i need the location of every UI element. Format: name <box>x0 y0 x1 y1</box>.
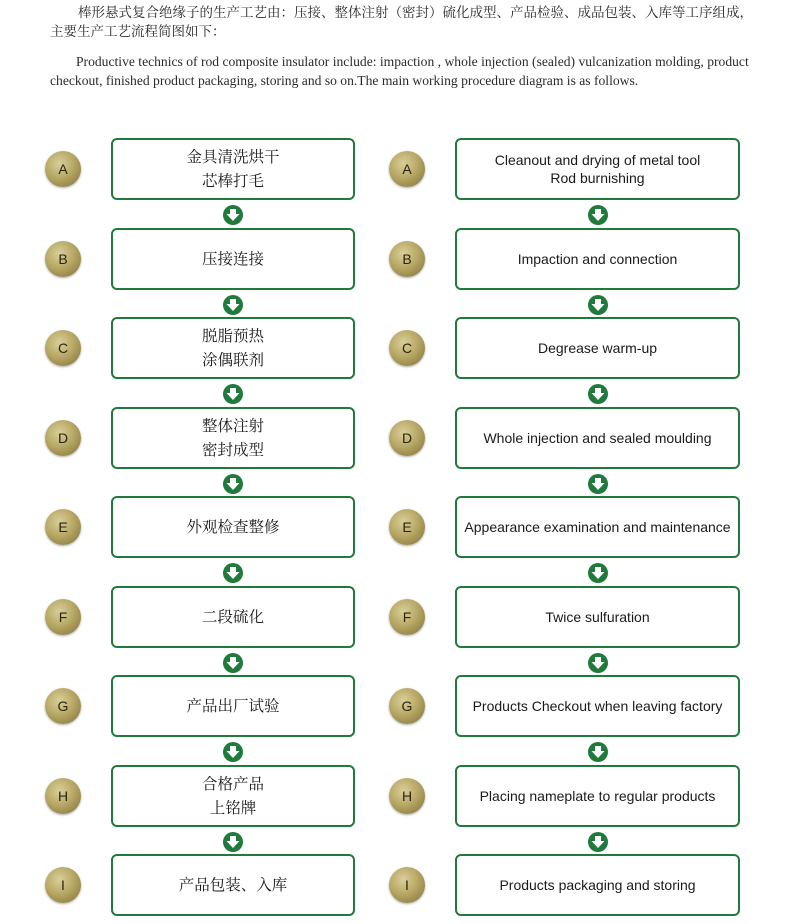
step-badge-i-right: I <box>389 867 425 903</box>
down-arrow-icon <box>222 831 244 853</box>
step-box-e-right <box>455 496 740 558</box>
step-box-h-right <box>455 765 740 827</box>
step-badge-f-left: F <box>45 599 81 635</box>
step-badge-f-right: F <box>389 599 425 635</box>
step-label-d-left: 整体注射 密封成型 <box>201 416 264 459</box>
step-label-f-right: Twice sulfuration <box>545 608 650 625</box>
down-arrow-icon <box>222 741 244 763</box>
step-label-e-right: Appearance examination and maintenance <box>464 519 731 535</box>
step-box-d-right <box>455 407 740 469</box>
step-badge-e-left: E <box>45 509 81 545</box>
step-badge-g-left: G <box>45 688 81 724</box>
down-arrow-icon <box>587 741 609 763</box>
step-badge-a-left: A <box>45 151 81 187</box>
step-badge-b-right: B <box>389 241 425 277</box>
down-arrow-icon <box>222 294 244 316</box>
step-label-b-left: 压接连接 <box>201 249 264 268</box>
step-box-h-left <box>111 765 355 827</box>
step-badge-h-right: H <box>389 778 425 814</box>
step-box-i-left <box>111 854 355 916</box>
step-box-c-left <box>111 317 355 379</box>
down-arrow-icon <box>587 204 609 226</box>
down-arrow-icon <box>222 383 244 405</box>
step-label-e-left: 外观检查整修 <box>186 518 280 536</box>
down-arrow-icon <box>587 831 609 853</box>
step-label-f-left: 二段硫化 <box>201 607 264 626</box>
intro-chinese: 棒形悬式复合绝缘子的生产工艺由：压接、整体注射（密封）硫化成型、产品检验、成品包装、入库等工序组成，主要生产工艺流程简图如下： <box>50 5 753 40</box>
step-label-h-left: 合格产品 上铭牌 <box>201 774 264 817</box>
step-box-f-left <box>111 586 355 648</box>
step-box-f-right <box>455 586 740 648</box>
step-badge-a-right: A <box>389 151 425 187</box>
step-box-a-right <box>455 138 740 200</box>
step-label-c-left: 脱脂预热 涂偶联剂 <box>201 327 264 369</box>
down-arrow-icon <box>222 652 244 674</box>
down-arrow-icon <box>222 473 244 495</box>
down-arrow-icon <box>587 383 609 405</box>
step-badge-i-left: I <box>45 867 81 903</box>
down-arrow-icon <box>222 204 244 226</box>
down-arrow-icon <box>587 294 609 316</box>
step-label-g-left: 产品出厂试验 <box>186 697 280 715</box>
step-box-g-left <box>111 675 355 737</box>
step-label-i-left: 产品包装、入库 <box>178 876 288 894</box>
step-label-g-right: Products Checkout when leaving factory <box>472 698 723 714</box>
step-label-i-right: Products packaging and storing <box>499 877 696 893</box>
step-badge-b-left: B <box>45 241 81 277</box>
step-label-a-right: Cleanout and drying of metal tool Rod burnishing <box>494 152 701 186</box>
down-arrow-icon <box>222 562 244 584</box>
step-box-d-left <box>111 407 355 469</box>
step-badge-c-right: C <box>389 330 425 366</box>
down-arrow-icon <box>587 562 609 584</box>
step-label-a-left: 金具清洗烘干 芯棒打毛 <box>186 148 280 190</box>
down-arrow-icon <box>587 652 609 674</box>
step-badge-d-left: D <box>45 420 81 456</box>
down-arrow-icon <box>587 473 609 495</box>
step-box-i-right <box>455 854 740 916</box>
step-label-h-right: Placing nameplate to regular products <box>479 787 716 804</box>
step-badge-e-right: E <box>389 509 425 545</box>
step-label-c-right: Degrease warm-up <box>537 340 658 356</box>
step-badge-d-right: D <box>389 420 425 456</box>
step-box-g-right <box>455 675 740 737</box>
step-badge-h-left: H <box>45 778 81 814</box>
step-box-e-left <box>111 496 355 558</box>
step-label-d-right: Whole injection and sealed moulding <box>483 429 712 446</box>
step-badge-c-left: C <box>45 330 81 366</box>
intro-english: Productive technics of rod composite insulator include: impaction , whole injection (sealed) vulcanization molding, product checkout, finished product packaging, storing and so on.The main working procedure diagram is as follows. <box>50 54 749 88</box>
step-box-a-left <box>111 138 355 200</box>
step-box-c-right <box>455 317 740 379</box>
step-label-b-right: Impaction and connection <box>517 250 678 267</box>
step-badge-g-right: G <box>389 688 425 724</box>
step-box-b-right <box>455 228 740 290</box>
step-box-b-left <box>111 228 355 290</box>
